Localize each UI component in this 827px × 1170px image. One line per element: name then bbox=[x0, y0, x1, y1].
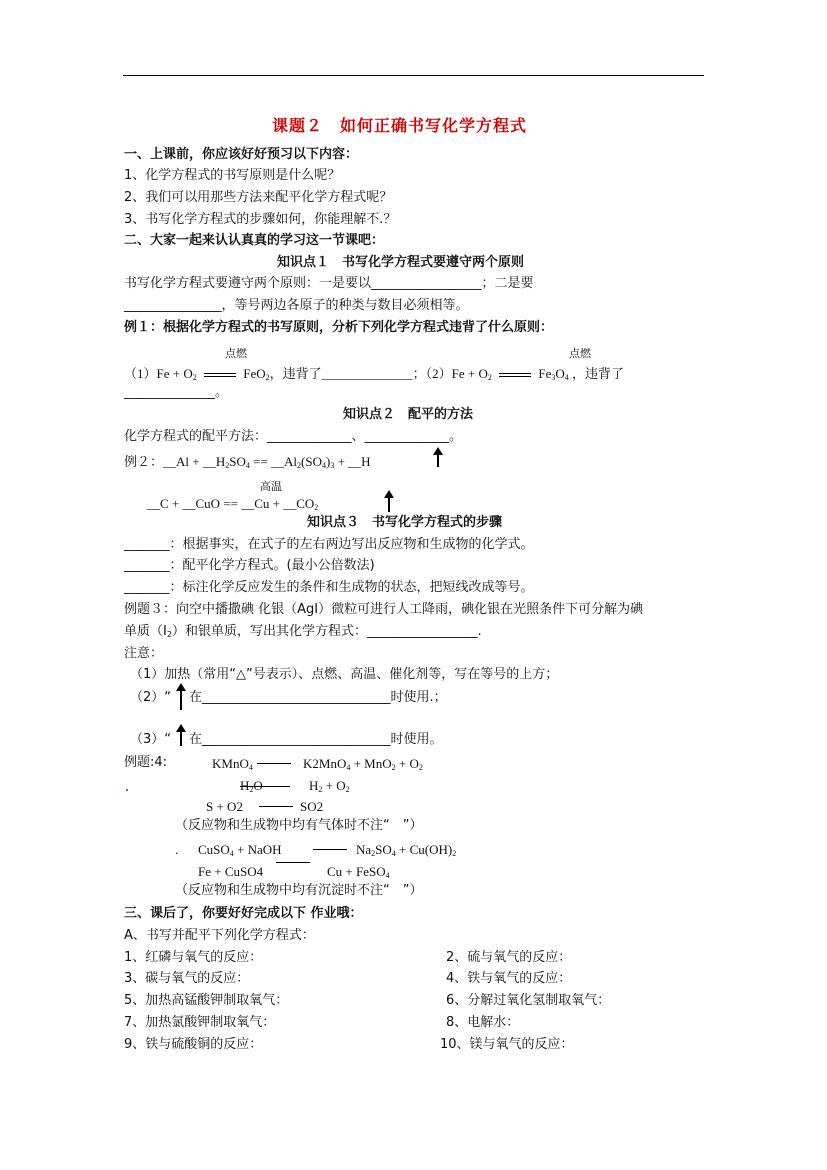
sub: 2 bbox=[391, 763, 396, 772]
section1-heading: 一、上课前，你应该好好预习以下内容： bbox=[124, 147, 359, 162]
section2-heading: 二、大家一起来认认真真的学习这一节课吧： bbox=[124, 233, 385, 248]
sub: 2 bbox=[418, 763, 423, 772]
example3-line-2 bbox=[124, 624, 482, 640]
ex4-product-4 bbox=[356, 842, 456, 858]
homework-subheading: A、书写并配平下列化学方程式： bbox=[124, 928, 315, 943]
ex1-a-prefix: （1）Fe + O bbox=[124, 366, 193, 381]
gas-arrow-icon bbox=[176, 683, 186, 710]
ex4-reactant-3: S + O2 bbox=[206, 799, 243, 814]
ex3-l2-a: 单质（I bbox=[124, 624, 167, 639]
ex1-b-o: O bbox=[555, 366, 565, 381]
sub: 4 bbox=[245, 461, 250, 470]
reaction-line bbox=[276, 862, 310, 863]
homework-item: 10、镁与氧气的反应： bbox=[440, 1037, 574, 1052]
homework-item: 3、碳与氧气的反应： bbox=[124, 971, 250, 986]
note2-prefix: （2）“ bbox=[130, 690, 172, 705]
sub: 4 bbox=[346, 763, 351, 772]
ex1-equations bbox=[124, 363, 624, 382]
ex4-r4-r2: SO bbox=[375, 842, 392, 857]
ex4-dot: . bbox=[175, 842, 179, 857]
homework-item: 9、铁与硫酸铜的反应： bbox=[124, 1037, 263, 1052]
ex2-a-part2: SO bbox=[229, 454, 246, 469]
sub: 2 bbox=[166, 630, 172, 639]
ex4-reactant-5: Fe + CuSO4 bbox=[198, 864, 264, 879]
sub: 4 bbox=[564, 373, 569, 382]
double-line-equals bbox=[499, 373, 531, 377]
ex4-r4-r: Na bbox=[356, 842, 372, 857]
ex4-r4-l2: + NaOH bbox=[233, 842, 282, 857]
reaction-line bbox=[240, 786, 290, 787]
ex2-a-part4: (SO bbox=[301, 454, 322, 469]
ex2-condition: 高温 bbox=[260, 480, 282, 493]
note-heading: 注意： bbox=[124, 646, 164, 661]
preview-question-1: 1、化学方程式的书写原则是什么呢？ bbox=[124, 168, 341, 183]
sub: 2 bbox=[297, 461, 302, 470]
ex4-note-2: （反应物和生成物中均有沉淀时不注“ ”） bbox=[175, 883, 423, 898]
gas-arrow-icon bbox=[433, 447, 443, 467]
preview-question-2: 2、我们可以用那些方法来配平化学方程式呢？ bbox=[124, 190, 393, 205]
homework-item: 2、硫与氧气的反应： bbox=[446, 950, 572, 965]
sub: 2 bbox=[249, 785, 254, 794]
ex2-a-part1: 例２：__Al + __H bbox=[124, 454, 226, 469]
ex4-r4-l: CuSO bbox=[198, 842, 230, 857]
ex2-equation-b bbox=[147, 496, 318, 512]
homework-item: 1、红磷与氧气的反应： bbox=[124, 950, 263, 965]
sub: 2 bbox=[265, 373, 270, 382]
homework-item: 6、分解过氧化氢制取氧气： bbox=[446, 993, 611, 1008]
page-title: 课题２ 如何正确书写化学方程式 bbox=[272, 116, 528, 135]
ex4-r1-l: KMnO bbox=[212, 756, 249, 771]
ex4-r2-l: H bbox=[240, 778, 250, 793]
ex4-product-1 bbox=[303, 756, 423, 772]
sub: 3 bbox=[330, 461, 335, 470]
sub: 3 bbox=[551, 373, 556, 382]
ex4-product-5 bbox=[327, 864, 390, 880]
ex4-product-2 bbox=[309, 778, 350, 794]
reaction-line bbox=[259, 806, 293, 807]
ex4-r1-r2: + MnO bbox=[350, 756, 392, 771]
k3-step-3: _______：标注化学反应发生的条件和生成物的状态，把短线改成等号。 bbox=[124, 580, 534, 595]
reaction-line bbox=[257, 763, 291, 764]
gas-arrow-icon bbox=[384, 490, 394, 512]
homework-item: 7、加热氯酸钾制取氧气： bbox=[124, 1015, 276, 1030]
ex4-r5-r: Cu + FeSO bbox=[327, 864, 386, 879]
section3-heading: 三、课后了，你要好好完成以下 作业哦： bbox=[124, 906, 363, 921]
ex1-a-product: FeO bbox=[243, 366, 266, 381]
sub: 2 bbox=[345, 785, 350, 794]
preview-question-3: 3、书写化学方程式的步骤如何，你能理解不.？ bbox=[124, 212, 397, 227]
example3-line-1: 例题３：向空中播撒碘 化银（AgI）微粒可进行人工降雨，碘化银在光照条件下可分解为碘 bbox=[124, 602, 644, 617]
ex2-a-part3: == __Al bbox=[249, 454, 298, 469]
k1-line-2: _______________，等号两边各原子的种类与数目必须相等。 bbox=[124, 298, 469, 313]
reaction-line bbox=[313, 849, 347, 850]
example1-heading: 例１：根据化学方程式的书写原则，分析下列化学方程式违背了什么原则： bbox=[124, 320, 554, 335]
green-dot bbox=[126, 789, 128, 791]
sub: 4 bbox=[391, 849, 396, 858]
ex4-r1-r3: + O bbox=[395, 756, 419, 771]
sub: 2 bbox=[452, 849, 457, 858]
ex1-a-tail: ，违背了______________；（2）Fe + O bbox=[269, 366, 488, 381]
k1-line-1: 书写化学方程式要遵守两个原则：一是要以_________________；二是要 bbox=[124, 276, 534, 291]
ex2-equation-a bbox=[124, 451, 371, 470]
k3-step-2: _______：配平化学方程式。(最小公倍数法) bbox=[124, 558, 375, 573]
sub: 2 bbox=[225, 461, 230, 470]
sub: 4 bbox=[321, 461, 326, 470]
note2-body: 在_____________________________时使用.； bbox=[189, 690, 447, 705]
ex4-reactant-1 bbox=[212, 756, 253, 772]
ex1-b-tail: ，违背了 bbox=[572, 366, 625, 381]
sub: 4 bbox=[229, 849, 234, 858]
k2-line: 化学方程式的配平方法：_____________、_____________。 bbox=[124, 429, 463, 444]
k3-step-1: _______：根据事实，在式子的左右两边写出反应物和生成物的化学式。 bbox=[124, 537, 534, 552]
note3-prefix: （3）“ bbox=[130, 732, 172, 747]
homework-item: 5、加热高锰酸钾制取氧气： bbox=[124, 993, 289, 1008]
ex2-a-part6: + __H bbox=[334, 454, 371, 469]
ex4-r4-r3: + Cu(OH) bbox=[395, 842, 453, 857]
note-1: （1）加热（常用“△”号表示）、点燃、高温、催化剂等，写在等号的上方； bbox=[130, 667, 559, 682]
ex1-condition-b: 点燃 bbox=[569, 347, 591, 360]
ex2-b-text: __C + __CuO == __Cu + __CO bbox=[147, 496, 315, 511]
sub: 2 bbox=[371, 849, 376, 858]
sub: 4 bbox=[385, 871, 390, 880]
ex1-line-2: ______________。 bbox=[124, 385, 229, 400]
ex1-b-product: Fe bbox=[538, 366, 552, 381]
precipitate-arrow-icon bbox=[176, 724, 186, 746]
ex4-r1-r: K2MnO bbox=[303, 756, 347, 771]
example4-label: 例题:4: bbox=[124, 755, 168, 770]
ex4-r2-r2: + O bbox=[322, 778, 346, 793]
sub: 4 bbox=[248, 763, 253, 772]
header-rule bbox=[123, 75, 704, 76]
knowledge-point-2-title: 知识点２ 配平的方法 bbox=[343, 407, 474, 422]
ex4-reactant-4 bbox=[198, 842, 282, 858]
double-line-equals bbox=[204, 373, 236, 377]
sub: 2 bbox=[487, 373, 492, 382]
homework-item: 8、电解水： bbox=[446, 1015, 520, 1030]
homework-item: 4、铁与氧气的反应： bbox=[446, 971, 572, 986]
ex4-product-3: SO2 bbox=[300, 799, 324, 814]
ex4-note-1: （反应物和生成物中均有气体时不注“ ”） bbox=[175, 818, 423, 833]
knowledge-point-1-title: 知识点１ 书写化学方程式要遵守两个原则 bbox=[277, 255, 525, 270]
ex4-r2-r: H bbox=[309, 778, 319, 793]
ex3-l2-b: ）和银单质，写出其化学方程式：_________________. bbox=[171, 624, 482, 639]
sub: 2 bbox=[318, 785, 323, 794]
note3-body: 在_____________________________时使用。 bbox=[189, 732, 443, 747]
ex4-r2-l2: O bbox=[253, 778, 263, 793]
sub: 2 bbox=[314, 503, 319, 512]
sub: 2 bbox=[192, 373, 197, 382]
knowledge-point-3-title: 知识点３ 书写化学方程式的步骤 bbox=[307, 515, 503, 530]
ex2-a-part5: ) bbox=[325, 454, 331, 469]
ex1-condition-a: 点燃 bbox=[225, 347, 247, 360]
